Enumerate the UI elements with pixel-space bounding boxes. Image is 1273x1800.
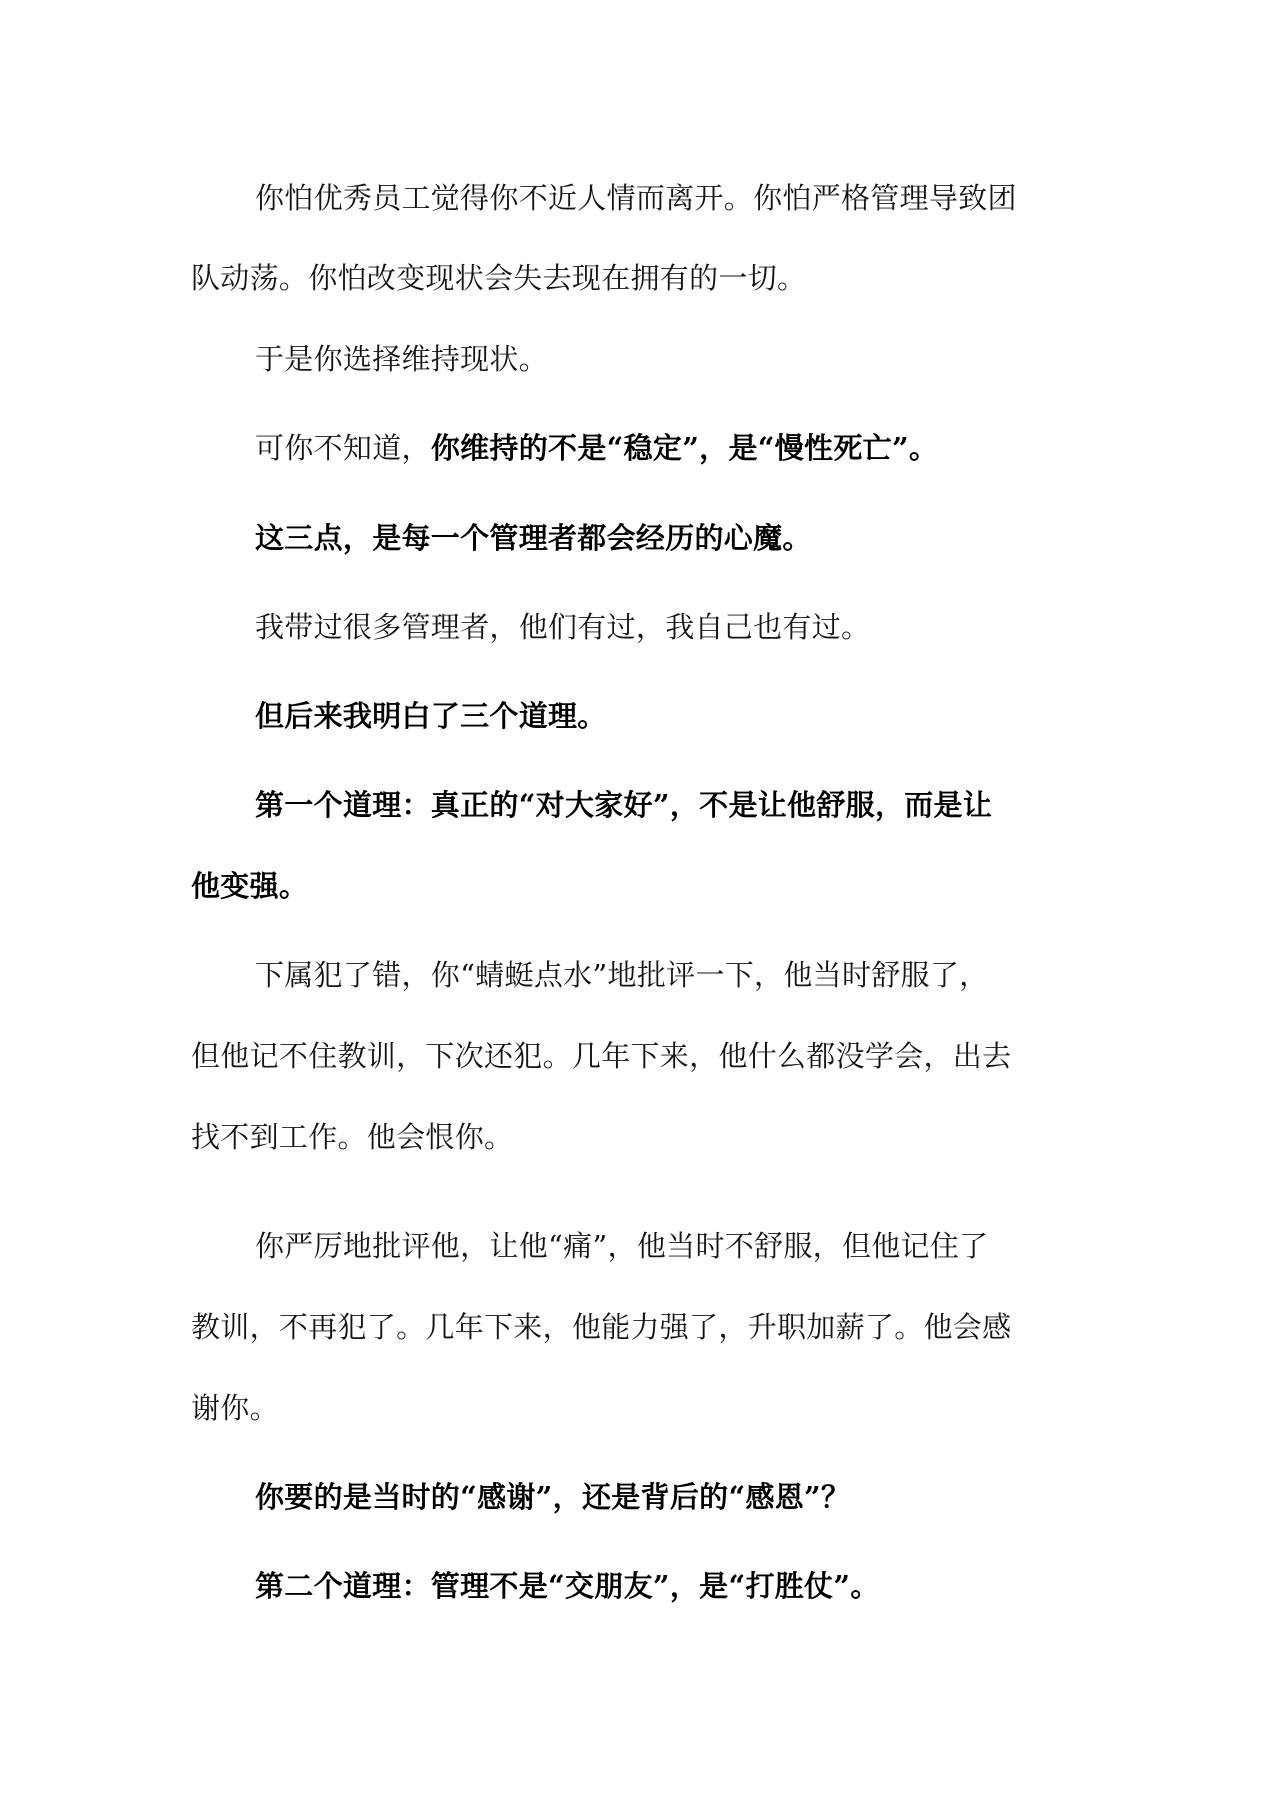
text-run: 他变强。	[191, 869, 309, 903]
paragraph-line	[191, 1117, 1091, 1157]
text-run: 但他记不住教训，下次还犯。几年下来，他什么都没学会，出去	[191, 1039, 1012, 1073]
paragraph-line	[191, 1307, 1091, 1347]
paragraph-line	[255, 955, 1155, 995]
paragraph-line	[255, 1226, 1155, 1266]
paragraph-line	[191, 258, 1091, 298]
paragraph-line	[255, 607, 1155, 647]
bold-paragraph-line	[255, 1566, 1155, 1606]
text-run: 可你不知道，	[255, 431, 431, 465]
text-run: 找不到工作。他会恨你。	[191, 1120, 514, 1154]
text-run: 第二个道理：管理不是“交朋友”，是“打胜仗”。	[255, 1569, 880, 1603]
paragraph-line	[255, 428, 1155, 468]
text-run: 队动荡。你怕改变现状会失去现在拥有的一切。	[191, 261, 807, 295]
text-run: 下属犯了错，你“蜻蜓点水”地批评一下，他当时舒服了，	[255, 958, 989, 992]
text-run: 我带过很多管理者，他们有过，我自己也有过。	[255, 610, 871, 644]
bold-paragraph-line	[255, 518, 1155, 558]
text-run: 第一个道理：真正的“对大家好”，不是让他舒服，而是让	[255, 788, 993, 822]
bold-paragraph-line	[255, 785, 1155, 825]
bold-paragraph-line	[255, 696, 1155, 736]
paragraph-line	[255, 178, 1155, 218]
text-run: 但后来我明白了三个道理。	[255, 699, 607, 733]
text-run: 你怕优秀员工觉得你不近人情而离开。你怕严格管理导致团	[255, 181, 1017, 215]
text-run: 于是你选择维持现状。	[255, 342, 549, 376]
text-run: 谢你。	[191, 1391, 279, 1425]
text-run: 你要的是当时的“感谢”，还是背后的“感恩”？	[255, 1480, 851, 1514]
bold-text-run: 你维持的不是“稳定”，是“慢性死亡”。	[430, 431, 939, 465]
text-run: 你严厉地批评他，让他“痛”，他当时不舒服，但他记住了	[255, 1229, 989, 1263]
text-run: 教训，不再犯了。几年下来，他能力强了，升职加薪了。他会感	[191, 1310, 1012, 1344]
text-run: 这三点，是每一个管理者都会经历的心魔。	[255, 521, 812, 555]
bold-paragraph-line	[191, 866, 1091, 906]
bold-paragraph-line	[255, 1477, 1155, 1517]
paragraph-line	[191, 1036, 1091, 1076]
paragraph-line	[255, 339, 1155, 379]
paragraph-line	[191, 1388, 1091, 1428]
